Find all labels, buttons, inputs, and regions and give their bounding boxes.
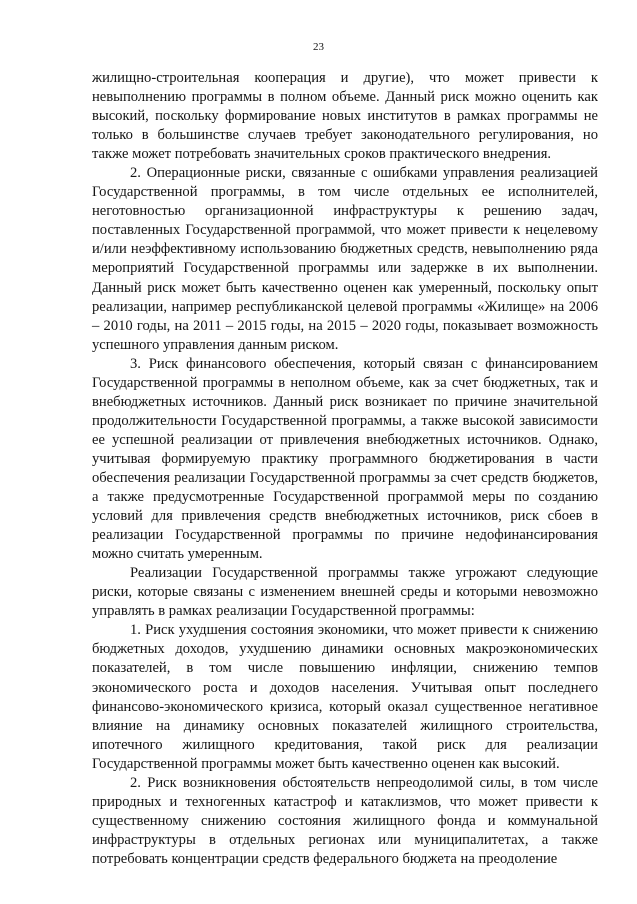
page-number: 23 — [313, 41, 324, 53]
paragraph-operational-risks: 2. Операционные риски, связанные с ошибками управления реализацией Государственной программы, в том числе отдельных ее исполнителей, неготовностью организационной инфраструктуры к решению задач, поставленных Государственной программой, что может привести к нецелевому и/или неэффективному использованию бюджетных средств, невыполнению ряда мероприятий Государственной программы или задержке в их выполнении. Данный риск может быть качественно оценен как умеренный, поскольку опыт реализации, например республиканской целевой программы «Жилище» на 2006 – 2010 годы, на 2011 – 2015 годы, на 2015 – 2020 годы, показывает возможность успешного управления данным риском. — [92, 165, 598, 353]
paragraph-financial-risk: 3. Риск финансового обеспечения, который связан с финансированием Государственной программы в неполном объеме, как за счет бюджетных, так и внебюджетных источников. Данный риск возникает по причине значительной продолжительности Государственной программы, а также высокой зависимости ее успешной реализации от привлечения внебюджетных источников. Однако, учитывая формируемую практику программного бюджетирования в части обеспечения реализации Государственной программы за счет средств бюджетов, а также предусмотренные Государственной программой меры по созданию условий для привлечения средств внебюджетных источников, риск сбоев в реализации Государственной программы по причине недофинансирования можно считать умеренным. — [92, 355, 598, 563]
paragraph-external-risks-intro: Реализации Государственной программы также угрожают следующие риски, которые связаны с изменением внешней среды и которыми невозможно управлять в рамках реализации Государственной программы: — [92, 565, 598, 620]
paragraph-force-majeure-risk: 2. Риск возникновения обстоятельств непреодолимой силы, в том числе природных и техногенных катастроф и катаклизмов, что может привести к существенному снижению состояния жилищного фонда и коммунальной инфраструктуры в отдельных регионах или муниципалитетах, а также потребовать концентрации средств федерального бюджета на преодоление — [92, 774, 598, 867]
body-text — [92, 69, 598, 869]
paragraph-continuation: жилищно-строительная кооперация и другие), что может привести к невыполнению программы в полном объеме. Данный риск можно оценить как высокий, поскольку формирование новых институтов в рамках программы не только в большинстве случаев требует законодательного регулирования, но также может потребовать значительных сроков практического внедрения. — [92, 70, 598, 163]
paragraph-economic-risk: 1. Риск ухудшения состояния экономики, что может привести к снижению бюджетных доходов, ухудшению динамики основных макроэкономических показателей, в том числе повышению инфляции, снижению темпов экономического роста и доходов населения. Учитывая опыт последнего финансово-экономического кризиса, который оказал существенное негативное влияние на динамику основных показателей жилищного строительства, ипотечного жилищного кредитования, такой риск для реализации Государственной программы может быть качественно оценен как высокий. — [92, 622, 598, 772]
